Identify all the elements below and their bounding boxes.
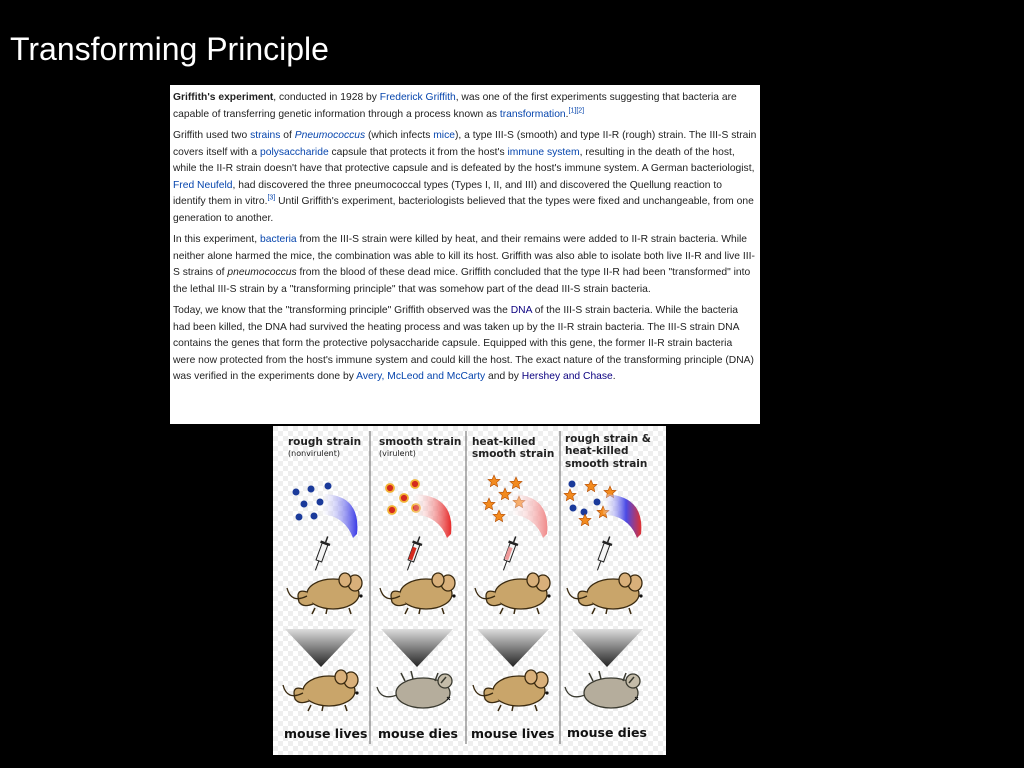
paragraph-experiment (173, 232, 757, 298)
panel-title: rough strain (288, 436, 362, 448)
citation-ref-1-2[interactable]: [1][2] (568, 107, 585, 115)
text: Today, we know that the "transforming principle" Griffith observed was the (173, 305, 511, 316)
paragraph-dna (173, 303, 757, 386)
text: Until Griffith's experiment, bacteriologists believed that the types were fixed and unchangeable, from one generation to another. (173, 196, 754, 224)
link-mice[interactable]: mice (433, 130, 455, 141)
panel-title: heat-killed (472, 436, 536, 448)
link-strains[interactable]: strains (250, 130, 281, 141)
griffith-experiment-figure (273, 426, 666, 755)
outcome-label: mouse lives (284, 726, 368, 741)
outcome-label: mouse dies (378, 726, 458, 741)
panel-title: rough strain & (565, 433, 651, 445)
text: . (565, 108, 569, 120)
bold-term: Griffith's experiment (173, 92, 274, 103)
outcome-label: mouse lives (471, 726, 555, 741)
text: from the III-S strain were killed by heat, and their remains were added to II-R strain bacteria. While neither alone harmed the mice, the combination was able to kill its host. Griffith was also able to isolate both live II-R and live III-S strains of (173, 234, 755, 278)
text: , conducted in 1928 by (273, 92, 380, 103)
text: (which infects (365, 130, 434, 141)
text: , resulting in the death of the host, while the II-R strain doesn't have that protective capsule and is defeated by the host's immune system. A German bacteriologist, (173, 146, 755, 174)
link-immune-system[interactable]: immune system (507, 146, 580, 158)
italic-term: pneumococcus (227, 267, 297, 278)
panel-title: smooth strain (379, 436, 462, 448)
citation-ref-3[interactable]: [3] (267, 194, 276, 202)
panel-subtitle: (virulent) (379, 449, 416, 458)
link-pneumococcus[interactable] (295, 130, 365, 141)
link-avery-mcleod-mccarty[interactable]: Avery, McLeod and McCarty (356, 371, 486, 382)
outcome-label: mouse dies (567, 725, 647, 740)
link-frederick-griffith[interactable]: Frederick Griffith (379, 92, 456, 103)
text: and by (485, 371, 522, 382)
link-dna[interactable]: DNA (510, 305, 532, 316)
link-polysaccharide[interactable]: polysaccharide (259, 146, 329, 158)
slide-title: Transforming Principle (10, 31, 329, 67)
panel-subtitle: (nonvirulent) (288, 449, 340, 458)
link-bacteria[interactable]: bacteria (260, 234, 297, 245)
article-excerpt (170, 85, 760, 424)
text: of the III-S strain bacteria. While the bacteria had been killed, the DNA had survived the heating process and was taken up by the II-R strain bacteria. The III-S strain DNA contains the genes that form the protective polysaccharide capsule. Equipped with this gene, the former II-R strain bacteria were now protected from the host's immune system and could kill the host. The exact nature of the transforming principle (DNA) was verified in the experiments done by (173, 305, 754, 382)
link-fred-neufeld[interactable]: Fred Neufeld (173, 179, 233, 191)
paragraph-intro (173, 90, 757, 123)
panel-title-line3: smooth strain (565, 458, 648, 470)
text: , was one of the first experiments suggesting that bacteria are capable of transferring genetic information through a process known as (173, 92, 737, 120)
text: of (280, 130, 295, 141)
text: capsule that protects it from the host's (328, 146, 508, 158)
panel-title-line2: heat-killed (565, 445, 629, 457)
paragraph-strains (173, 128, 757, 227)
text: , had discovered the three pneumococcal types (Types I, II, and III) and discovered the Quellung reaction to identify them in vitro. (173, 179, 722, 207)
text: Griffith used two (173, 130, 251, 141)
text: ), a type III-S (smooth) and type II-R (rough) strain. The III-S strain covers itself with a (173, 130, 757, 158)
panel-title-line2: smooth strain (472, 448, 555, 460)
link-transformation[interactable]: transformation (499, 108, 566, 120)
link-hershey-and-chase[interactable]: Hershey and Chase (521, 371, 613, 382)
link-pneumococcus-label: Pneumococcus (294, 130, 366, 141)
text: from the blood of these dead mice. Griffith concluded that the type II-R had been "transformed" into the lethal III-S strain by a "transforming principle" that was somehow part of the dead III-S strain bacteria. (173, 267, 751, 295)
text: . (612, 371, 616, 382)
text: In this experiment, (173, 234, 260, 245)
